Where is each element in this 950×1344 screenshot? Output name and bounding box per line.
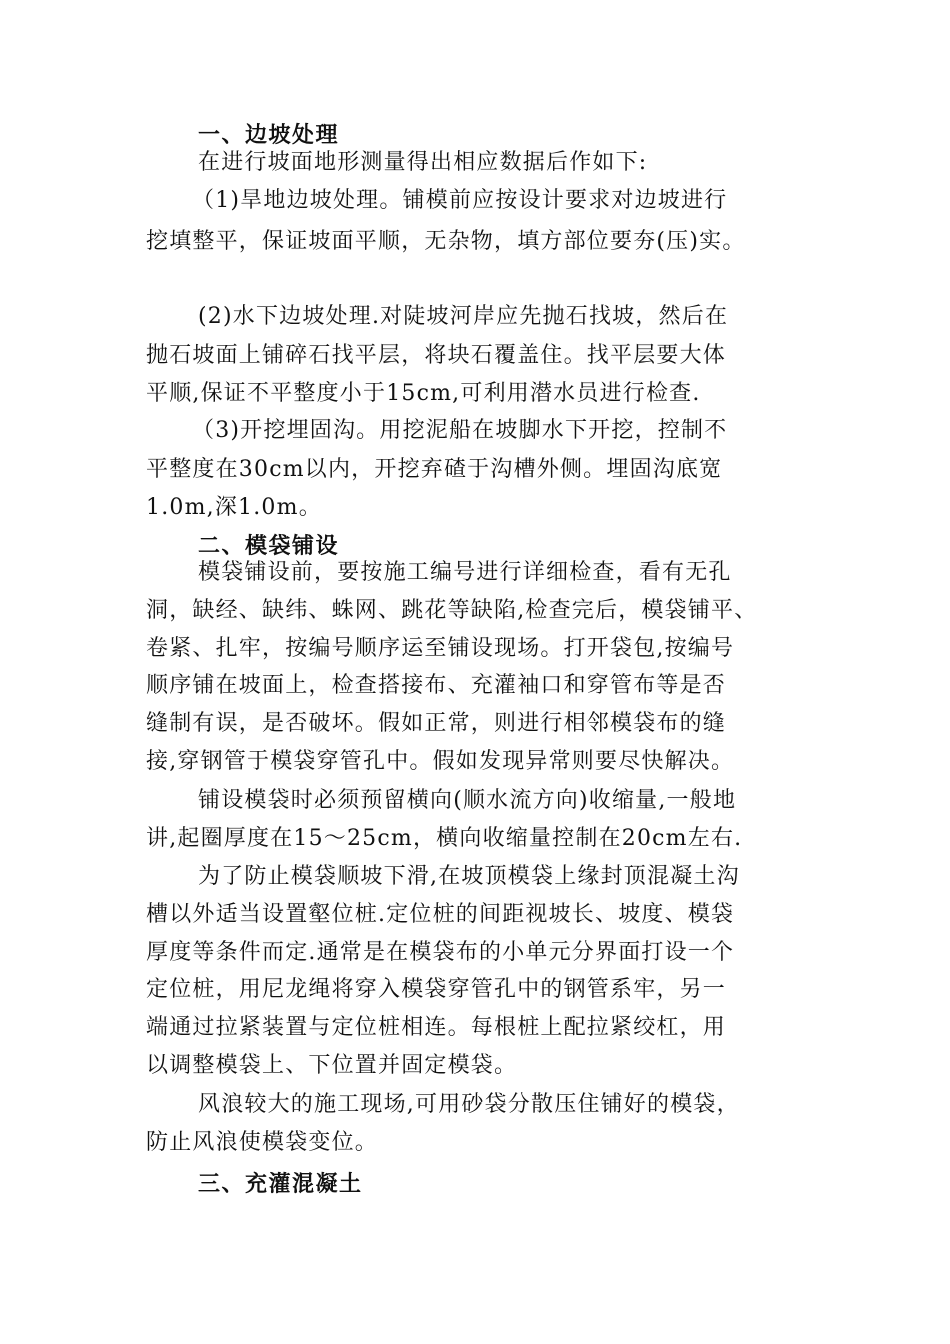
paragraph-line: 卷紧、扎牢，按编号顺序运至铺设现场。打开袋包,按编号 [146,636,735,661]
paragraph-line: 接,穿钢管于模袋穿管孔中。假如发现异常则要尽快解决。 [146,749,735,774]
paragraph-line: 在进行坡面地形测量得出相应数据后作如下: [198,150,648,175]
paragraph-line: 1.0m,深1.0m。 [146,495,322,520]
paragraph-line: 以调整模袋上、下位置并固定模袋。 [146,1053,518,1078]
paragraph-line: 平顺,保证不平整度小于15cm,可利用潜水员进行检查. [146,381,701,406]
paragraph-line: 平整度在30cm以内，开挖弃碴于沟槽外侧。埋固沟底宽 [146,457,723,482]
paragraph-line: 缝制有误，是否破坏。假如正常，则进行相邻模袋布的缝 [146,711,727,736]
paragraph-line: 铺设模袋时必须预留横向(顺水流方向)收缩量,一般地 [198,788,737,813]
paragraph-line: 模袋铺设前，要按施工编号进行详细检查，看有无孔 [198,560,732,585]
paragraph-line: 抛石坡面上铺碎石找平层，将块石覆盖住。找平层要大体 [146,343,727,368]
paragraph-line: （3)开挖埋固沟。用挖泥船在坡脚水下开挖，控制不 [192,418,728,443]
paragraph-line: (2)水下边坡处理.对陡坡河岸应先抛石找坡，然后在 [198,304,729,329]
section-heading-mould-bag-laying: 二、模袋铺设 [198,534,340,559]
paragraph-line: 端通过拉紧装置与定位桩相连。每根桩上配拉紧绞杠，用 [146,1015,727,1040]
section-heading-concrete-filling: 三、充灌混凝土 [198,1172,363,1197]
paragraph-line: 风浪较大的施工现场,可用砂袋分散压住铺好的模袋， [198,1092,740,1117]
paragraph-line: 顺序铺在坡面上，检查搭接布、充灌袖口和穿管布等是否 [146,673,727,698]
paragraph-line: （1)旱地边坡处理。铺模前应按设计要求对边坡进行 [192,188,728,213]
paragraph-line: 挖填整平，保证坡面平顺，无杂物，填方部位要夯(压)实。 [146,229,746,254]
paragraph-line: 洞，缺经、缺纬、蛛网、跳花等缺陷,检查完后，模袋铺平、 [146,598,758,623]
paragraph-line: 为了防止模袋顺坡下滑,在坡顶模袋上缘封顶混凝土沟 [198,864,740,889]
paragraph-line: 防止风浪使模袋变位。 [146,1130,379,1155]
paragraph-line: 定位桩，用尼龙绳将穿入模袋穿管孔中的钢管系牢，另一 [146,977,727,1002]
paragraph-line: 讲,起圈厚度在15～25cm，横向收缩量控制在20cm左右. [146,826,743,851]
section-heading-slope-treatment: 一、边坡处理 [198,123,340,148]
paragraph-line: 厚度等条件而定.通常是在模袋布的小单元分界面打设一个 [146,940,735,965]
paragraph-line: 槽以外适当设置壑位桩.定位桩的间距视坡长、坡度、模袋 [146,902,735,927]
